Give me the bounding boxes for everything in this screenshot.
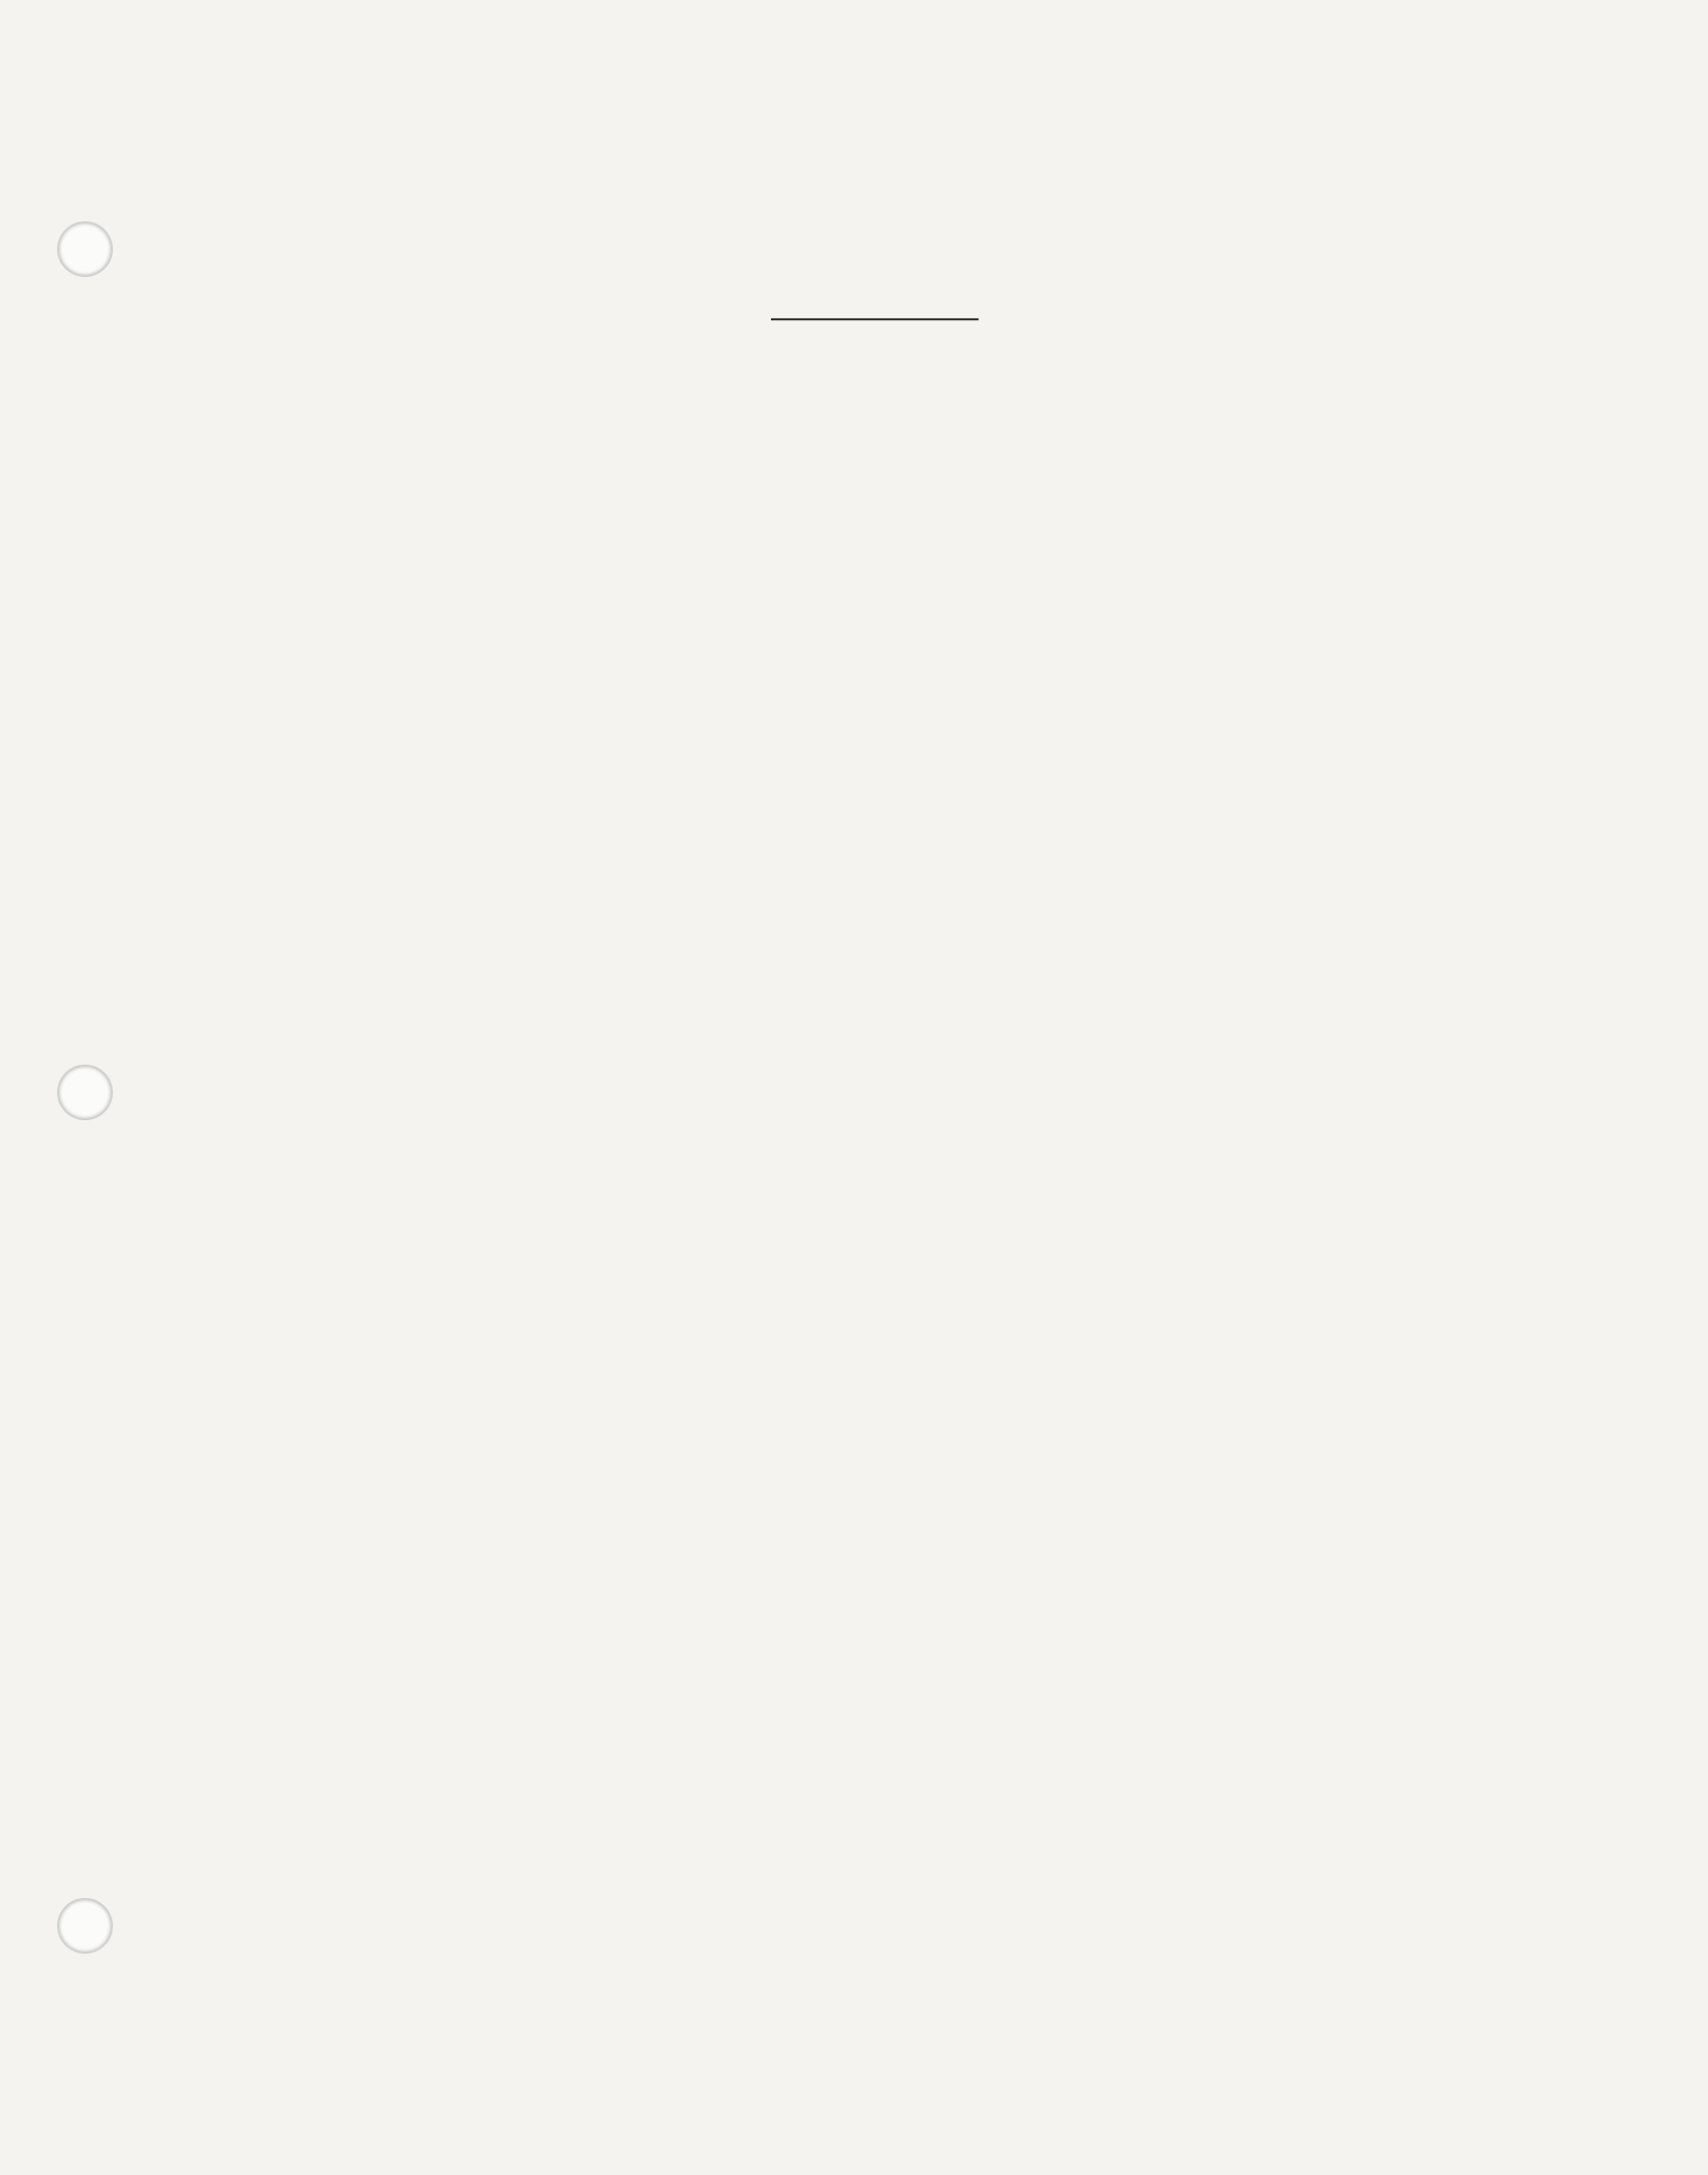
punch-hole-bottom xyxy=(57,1898,113,1954)
punch-hole-middle xyxy=(57,1065,113,1120)
punch-hole-top xyxy=(57,221,113,277)
